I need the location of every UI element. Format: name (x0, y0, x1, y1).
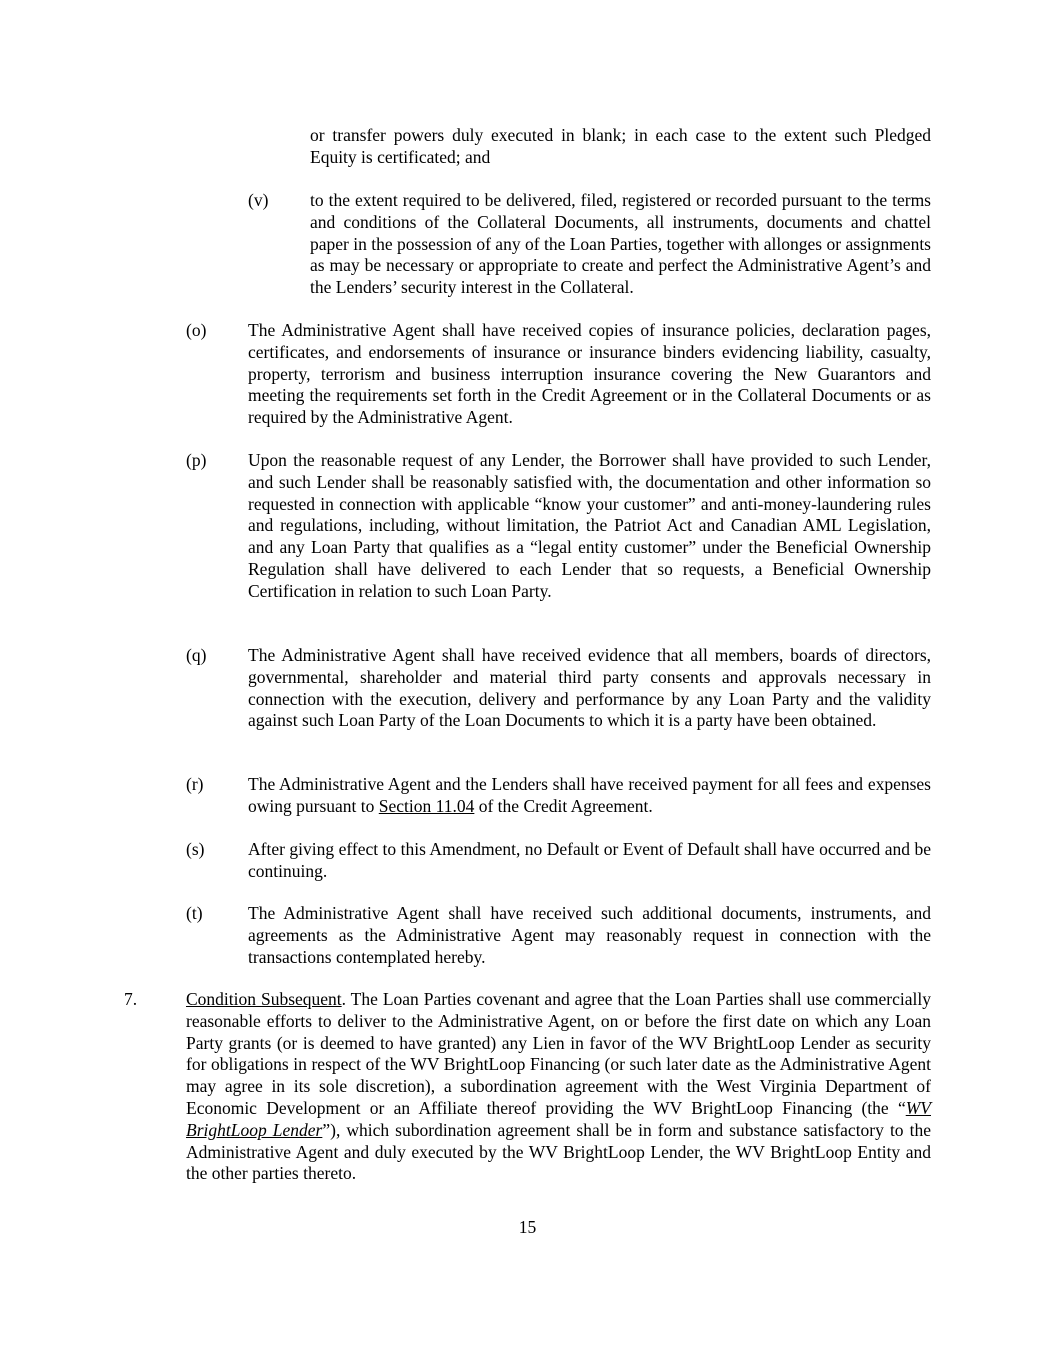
item-v-label: (v) (248, 190, 269, 210)
section-7-heading: Condition Subsequent (186, 989, 342, 1009)
defined-term-wv-brightloop-lender: WV BrightLoop Lender (186, 1097, 931, 1140)
item-v-paragraph: to the extent required to be delivered, filed, registered or recorded pursuant to the terms and conditions of the Collateral Documents, all instruments, documents and chattel paper in the possession of any of the Loan Parties, together with allonges or assignments as may be necessary or appropriate to create and perfect the Administrative Agent’s and the Lenders’ security interest in the Collateral. (310, 190, 931, 298)
item-p-label: (p) (186, 450, 207, 470)
item-t-label: (t) (186, 903, 203, 923)
item-q-paragraph: The Administrative Agent shall have received evidence that all members, boards of directors, governmental, shareholder and material third party consents and approvals necessary in connection with the execution, delivery and performance by any Loan Party and the validity against such Loan Party of the Loan Documents to which it is a party have been obtained. (248, 645, 931, 731)
item-p-paragraph: Upon the reasonable request of any Lender, the Borrower shall have provided to such Lender, and such Lender shall be reasonably satisfied with, the documentation and other information so requested in connection with applicable “know your customer” and anti-money-laundering rules and regulations, including, without limitation, the Patriot Act and Canadian AML Legislation, and any Loan Party that qualifies as a “legal entity customer” under the Beneficial Ownership Regulation shall have delivered to each Lender that so requests, a Beneficial Ownership Certification in relation to such Loan Party. (248, 450, 931, 601)
section-11-04-reference: Section 11.04 (378, 795, 475, 816)
section-7-text-before: . The Loan Parties covenant and agree that the Loan Parties shall use commercially reasonable efforts to deliver to the Administrative Agent, on or before the first date on which any Loan Party grants (or is deemed to have granted) any Lien in favor of the WV BrightLoop Lender as security for obligations in respect of the WV BrightLoop Financing (or such later date as the Administrative Agent may agree in its sole discretion), a subordination agreement with the West Virginia Department of Economic Development or an Affiliate thereof providing the WV BrightLoop Financing (the “ (186, 989, 931, 1118)
item-s-label: (s) (186, 839, 205, 859)
item-r-label: (r) (186, 774, 204, 794)
item-s-paragraph: After giving effect to this Amendment, no Default or Event of Default shall have occurred and be continuing. (248, 839, 931, 881)
item-o-label: (o) (186, 320, 207, 340)
item-r-text-after: of the Credit Agreement. (474, 795, 653, 816)
section-7-number: 7. (124, 989, 138, 1009)
page-number: 15 (518, 1217, 537, 1237)
item-o-paragraph: The Administrative Agent shall have received copies of insurance policies, declaration pages, certificates, and endorsements of insurance or insurance binders evidencing liability, casualty, property, terrorism and business interruption insurance covering the New Guarantors and meeting the requirements set forth in the Credit Agreement or in the Collateral Documents or as required by the Administrative Agent. (248, 320, 931, 428)
section-7-paragraph (186, 989, 931, 1185)
item-q-label: (q) (186, 645, 207, 665)
item-r-paragraph (248, 774, 931, 818)
item-t-paragraph: The Administrative Agent shall have received such additional documents, instruments, and agreements as the Administrative Agent may reasonably request in connection with the transactions contemplated hereby. (248, 903, 931, 967)
section-7-text-after: ”), which subordination agreement shall be in form and substance satisfactory to the Administrative Agent and duly executed by the WV BrightLoop Lender, the WV BrightLoop Entity and the other parties thereto. (186, 1119, 931, 1184)
continuation-paragraph: or transfer powers duly executed in blank; in each case to the extent such Pledged Equity is certificated; and (310, 125, 931, 167)
item-r-text-before: The Administrative Agent and the Lenders shall have received payment for all fees and expenses owing pursuant to (248, 774, 931, 816)
